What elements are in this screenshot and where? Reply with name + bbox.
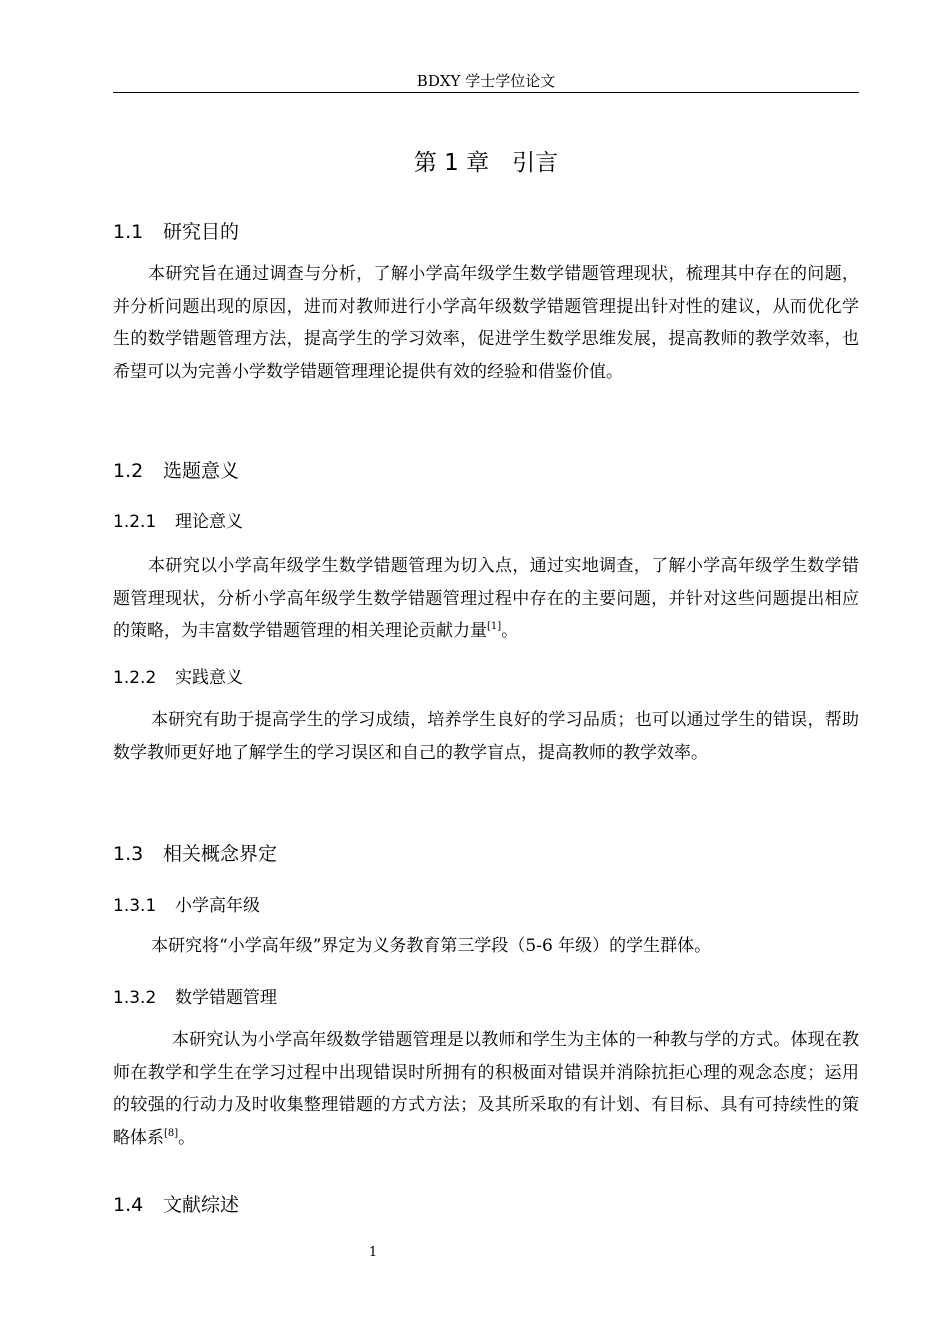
heading-number: 1.3.1 xyxy=(113,896,157,916)
paragraph-upper-grade-definition: 本研究将“小学高年级”界定为义务教育第三学段（5-6 年级）的学生群体。 xyxy=(151,936,712,956)
paragraph-end: 。 xyxy=(501,621,519,641)
paragraph-practical-significance: 本研究有助于提高学生的学习成绩，培养学生良好的学习品质；也可以通过学生的错误，帮助数学教师更好地了解学生的学习误区和自己的教学盲点，提高教师的教学效率。 xyxy=(113,710,859,763)
paragraph-theoretical-significance xyxy=(113,550,859,648)
heading-text: 数学错题管理 xyxy=(175,988,277,1008)
page-number: 1 xyxy=(368,1245,378,1260)
heading-1-2-1 xyxy=(113,509,243,535)
heading-number: 1.3.2 xyxy=(113,988,157,1008)
paragraph-text: 本研究以小学高年级学生数学错题管理为切入点，通过实地调查，了解小学高年级学生数学错题管理现状，分析小学高年级学生数学错题管理过程中存在的主要问题，并针对这些问题提出相应的策略，为丰富数学错题管理的相关理论贡献力量 xyxy=(113,556,859,641)
running-header: BDXY 学士学位论文 xyxy=(416,72,556,90)
paragraph-end: 。 xyxy=(178,1127,196,1148)
heading-text: 研究目的 xyxy=(163,221,240,243)
heading-text: 相关概念界定 xyxy=(163,843,278,865)
heading-number: 1.3 xyxy=(113,843,144,865)
heading-text: 实践意义 xyxy=(175,668,243,688)
heading-1-2-2 xyxy=(113,665,243,691)
heading-1-2 xyxy=(113,457,239,485)
heading-text: 文献综述 xyxy=(163,1194,240,1216)
chapter-title: 第 1 章 引言 xyxy=(413,150,559,176)
heading-number: 1.2.1 xyxy=(113,512,157,532)
paragraph-error-management-definition xyxy=(113,1024,859,1154)
header-rule xyxy=(113,92,859,93)
heading-number: 1.1 xyxy=(113,221,144,243)
heading-number: 1.2 xyxy=(113,460,144,482)
heading-text: 理论意义 xyxy=(175,512,243,532)
heading-text: 小学高年级 xyxy=(175,896,260,916)
paragraph-text: 本研究认为小学高年级数学错题管理是以教师和学生为主体的一种教与学的方式。体现在教师在教学和学生在学习过程中出现错误时所拥有的积极面对错误并消除抗拒心理的观念态度；运用的较强的行动力及时收集整理错题的方式方法；及其所采取的有计划、有目标、具有可持续性的策略体系 xyxy=(113,1030,859,1148)
heading-text: 选题意义 xyxy=(163,460,240,482)
heading-number: 1.4 xyxy=(113,1194,144,1216)
heading-1-1 xyxy=(113,218,239,246)
paragraph-research-purpose: 本研究旨在通过调查与分析，了解小学高年级学生数学错题管理现状，梳理其中存在的问题，并分析问题出现的原因，进而对教师进行小学高年级数学错题管理提出针对性的建议，从而优化学生的数学错题管理方法，提高学生的学习效率，促进学生数学思维发展，提高教师的教学效率，也希望可以为完善小学数学错题管理理论提供有效的经验和借鉴价值。 xyxy=(113,264,859,382)
heading-1-3 xyxy=(113,840,277,868)
heading-number: 1.2.2 xyxy=(113,668,157,688)
heading-1-3-1 xyxy=(113,893,260,919)
heading-1-4 xyxy=(113,1191,239,1219)
heading-1-3-2 xyxy=(113,985,277,1011)
citation-ref[interactable]: [8] xyxy=(164,1127,179,1139)
citation-ref[interactable]: [1] xyxy=(487,621,502,632)
